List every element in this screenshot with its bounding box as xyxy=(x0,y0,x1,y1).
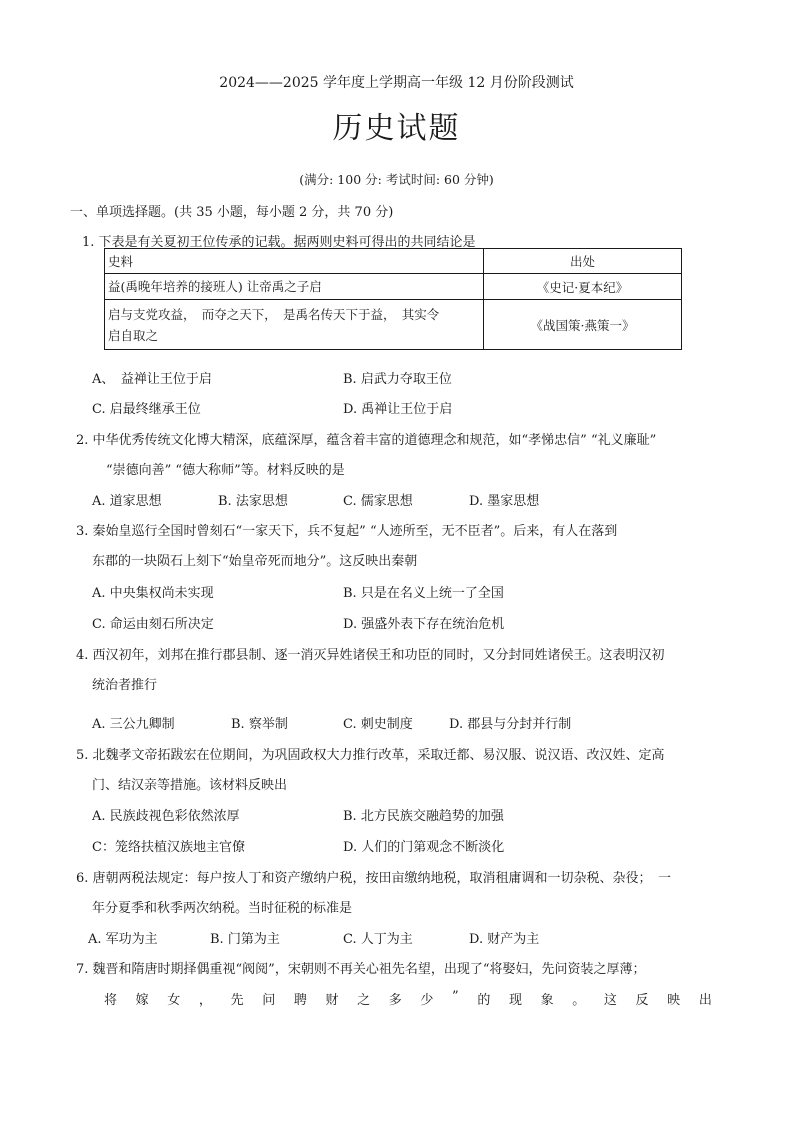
question-7-stem: 7. 魏晋和隋唐时期择偶重视“阀阅”，宋朝则不再关心祖先名望，出现了“将娶妇，先问资装之厚薄； xyxy=(76,962,646,977)
section-heading: 一、单项选择题。(共 35 小题，每小题 2 分，共 70 分) xyxy=(70,205,394,220)
table-header-cell: 出处 xyxy=(484,249,682,274)
table-cell-source: 《史记·夏本纪》 xyxy=(484,274,682,300)
spread-char: 多 xyxy=(388,993,402,1008)
page-title: 历史试题 xyxy=(332,111,461,146)
question-6-stem: 6. 唐朝两税法规定：每户按人丁和资产缴纳户税，按田亩缴纳地税，取消租庸调和一切杂税、杂役； 一 xyxy=(76,871,672,886)
question-6-stem-cont: 年分夏季和秋季两次纳税。当时征税的标准是 xyxy=(92,901,353,916)
table-cell-line: 益(禹晚年培养的接班人) 让帝禹之子启 xyxy=(108,279,322,294)
question-5-option-c[interactable]: C：笼络扶植汉族地主官僚 xyxy=(92,840,245,855)
spread-char: 之 xyxy=(357,993,371,1008)
question-6-option-a[interactable]: A. 军功为主 xyxy=(88,932,158,947)
question-1-option-d[interactable]: D. 禹禅让王位于启 xyxy=(343,402,453,417)
question-4-stem-cont: 统治者推行 xyxy=(92,678,158,693)
spread-char: 将 xyxy=(104,993,118,1008)
question-4-option-c[interactable]: C. 刺史制度 xyxy=(343,717,413,732)
spread-char: ， xyxy=(198,993,212,1008)
question-3-stem: 3. 秦始皇巡行全国时曾刻石“一家天下，兵不复起” “人迹所至，无不臣者”。后来，有人在落到 xyxy=(76,524,618,539)
question-3-stem-cont: 东郡的一块陨石上刻下“始皇帝死而地分”。这反映出秦朝 xyxy=(92,554,418,569)
question-6-option-b[interactable]: B. 门第为主 xyxy=(210,932,280,947)
spread-char: 出 xyxy=(698,993,712,1008)
spread-char: 象 xyxy=(540,993,554,1008)
question-3-option-d[interactable]: D. 强盛外表下存在统治危机 xyxy=(343,617,505,632)
question-1-stem: 1. 下表是有关夏初王位传承的记载。据两则史料可得出的共同结论是 xyxy=(82,235,476,250)
question-6-option-d[interactable]: D. 财产为主 xyxy=(469,932,540,947)
spread-char: 映 xyxy=(667,993,681,1008)
question-4-option-a[interactable]: A. 三公九卿制 xyxy=(92,717,175,732)
exam-info: (满分: 100 分: 考试时间: 60 分钟) xyxy=(299,172,494,187)
question-4-option-b[interactable]: B. 察举制 xyxy=(231,717,288,732)
table-cell-line: 启自取之 xyxy=(108,327,159,343)
spread-char: ” xyxy=(452,989,459,1004)
question-6-option-c[interactable]: C. 人丁为主 xyxy=(343,932,413,947)
spread-char: 嫁 xyxy=(135,993,149,1008)
question-2-option-d[interactable]: D. 墨家思想 xyxy=(469,494,540,509)
spread-char: 先 xyxy=(230,993,244,1008)
question-1-option-c[interactable]: C. 启最终继承王位 xyxy=(92,402,201,417)
question-7-stem-cont xyxy=(104,989,712,1008)
question-3-option-a[interactable]: A. 中央集权尚未实现 xyxy=(92,586,214,601)
table-cell-text xyxy=(105,300,484,350)
spread-char: 问 xyxy=(262,993,276,1008)
question-3-option-c[interactable]: C. 命运由刻石所决定 xyxy=(92,617,214,632)
table-row xyxy=(105,300,682,350)
question-2-stem-cont: “崇德向善” “德大称师”等。材料反映的是 xyxy=(106,463,345,478)
question-1-option-a[interactable]: A、 益禅让王位于启 xyxy=(92,372,212,387)
table-cell-text xyxy=(105,274,484,300)
spread-char: 财 xyxy=(325,993,339,1008)
question-2-option-c[interactable]: C. 儒家思想 xyxy=(343,494,413,509)
question-2-option-b[interactable]: B. 法家思想 xyxy=(218,494,288,509)
exam-header: 2024——2025 学年度上学期高一年级 12 月份阶段测试 xyxy=(219,75,574,91)
question-2-option-a[interactable]: A. 道家思想 xyxy=(92,494,162,509)
question-2-stem: 2. 中华优秀传统文化博大精深，底蕴深厚，蕴含着丰富的道德理念和规范，如“孝悌忠信” “礼义廉耻” xyxy=(76,433,657,448)
question-5-stem-cont: 门、结汉亲等措施。该材料反映出 xyxy=(92,778,288,793)
table-header-row xyxy=(105,249,682,274)
spread-char: 聘 xyxy=(293,993,307,1008)
table-header-cell: 史料 xyxy=(105,249,484,274)
spread-char: 现 xyxy=(508,993,522,1008)
table-row xyxy=(105,274,682,300)
spread-char: 女 xyxy=(167,993,181,1008)
source-table xyxy=(104,248,682,350)
question-5-stem: 5. 北魏孝文帝拓跋宏在位期间，为巩固政权大力推行改革，采取迁都、易汉服、说汉语、改汉姓、定高 xyxy=(76,748,665,763)
question-1-option-b[interactable]: B. 启武力夺取王位 xyxy=(343,372,452,387)
question-4-stem: 4. 西汉初年，刘邦在推行郡县制、逐一消灭异姓诸侯王和功臣的同时，又分封同姓诸侯王。这表明汉初 xyxy=(76,648,665,663)
spread-char: 少 xyxy=(420,993,434,1008)
question-5-option-d[interactable]: D. 人们的门第观念不断淡化 xyxy=(343,840,505,855)
question-5-option-a[interactable]: A. 民族歧视色彩依然浓厚 xyxy=(92,809,240,824)
table-cell-source: 《战国策·燕策一》 xyxy=(484,300,682,350)
spread-char: 的 xyxy=(477,993,491,1008)
question-5-option-b[interactable]: B. 北方民族交融趋势的加强 xyxy=(343,809,504,824)
question-4-option-d[interactable]: D. 郡县与分封并行制 xyxy=(449,717,572,732)
table-cell-line: 启与支党攻益， 而夺之天下， 是禹名传天下于益， 其实令 xyxy=(108,306,440,322)
spread-char: 。 xyxy=(572,993,586,1008)
question-3-option-b[interactable]: B. 只是在名义上统一了全国 xyxy=(343,586,504,601)
spread-char: 反 xyxy=(635,993,649,1008)
spread-char: 这 xyxy=(603,993,617,1008)
